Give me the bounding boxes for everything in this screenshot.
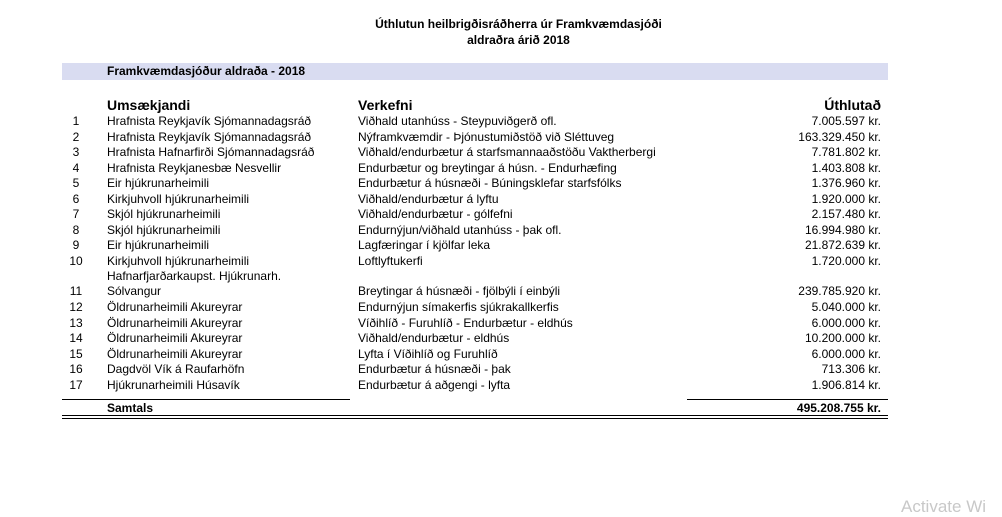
- row-amount: 6.000.000 kr.: [811, 346, 881, 361]
- column-header-amount: Úthlutað: [824, 97, 881, 113]
- row-number: 12: [69, 300, 83, 314]
- table-row: [0, 176, 1002, 192]
- row-applicant: Öldrunarheimili Akureyrar: [107, 300, 243, 314]
- row-project: Endurbætur á húsnæði - þak: [358, 362, 511, 376]
- row-number: 2: [72, 129, 80, 144]
- row-amount: 2.157.480 kr.: [811, 207, 881, 221]
- row-amount: 163.329.450 kr.: [798, 129, 881, 144]
- row-amount: 21.872.639 kr.: [804, 238, 881, 252]
- row-project: Viðhald/endurbætur - gólfefni: [358, 207, 513, 221]
- row-applicant: Dagdvöl Vík á Raufarhöfn: [107, 362, 245, 376]
- row-applicant: Eir hjúkrunarheimili: [107, 176, 210, 190]
- row-number: 8: [72, 222, 80, 237]
- column-header-project: Verkefni: [358, 97, 413, 113]
- row-amount: 713.306 kr.: [821, 362, 881, 376]
- table-row: [0, 238, 1002, 254]
- row-applicant: [107, 269, 281, 299]
- total-row: [0, 400, 1002, 416]
- row-applicant: Eir hjúkrunarheimili: [107, 238, 210, 252]
- row-project: Víðihlíð - Furuhlíð - Endurbætur - eldhús: [358, 315, 573, 330]
- row-project: Endurnýjun símakerfis sjúkrakallkerfis: [358, 300, 559, 314]
- row-number: 11: [69, 284, 83, 298]
- row-number: 7: [72, 207, 80, 221]
- row-applicant: Öldrunarheimili Akureyrar: [107, 346, 243, 361]
- table-row: [0, 378, 1002, 394]
- row-applicant: Hrafnista Reykjavík Sjómannadagsráð: [107, 129, 312, 144]
- row-project: Breytingar á húsnæði - fjölbýli í einbýli: [358, 284, 561, 298]
- row-project: Endurbætur og breytingar á húsn. - Endurhæfing: [358, 160, 617, 175]
- row-project: Loftlyftukerfi: [358, 253, 423, 268]
- row-applicant: Hrafnista Reykjanesbæ Nesvellir: [107, 160, 282, 175]
- table-row: [0, 269, 1002, 300]
- table-row: [0, 362, 1002, 378]
- row-amount: 16.994.980 kr.: [804, 222, 881, 237]
- row-applicant: Kirkjuhvoll hjúkrunarheimili: [107, 253, 250, 268]
- row-applicant: Hjúkrunarheimili Húsavík: [107, 377, 240, 392]
- table-row: [0, 316, 1002, 332]
- row-amount: 7.005.597 kr.: [811, 114, 881, 128]
- row-project: Lagfæringar í kjölfar leka: [358, 238, 491, 252]
- double-rule-middle: [350, 415, 687, 419]
- row-applicant: Öldrunarheimili Akureyrar: [107, 331, 243, 345]
- table-row: [0, 347, 1002, 363]
- row-number: 13: [69, 315, 83, 330]
- double-rule-right: [687, 415, 888, 419]
- total-amount: 495.208.755 kr.: [796, 401, 881, 415]
- row-applicant: Skjól hjúkrunarheimili: [107, 207, 221, 221]
- table-row: [0, 130, 1002, 146]
- row-project: Nýframkvæmdir - Þjónustumiðstöð við Sléttuveg: [358, 129, 615, 144]
- row-number: 15: [69, 346, 83, 361]
- total-label: Samtals: [107, 401, 154, 415]
- row-project: Viðhald utanhúss - Steypuviðgerð ofl.: [358, 114, 557, 128]
- row-number: 6: [72, 191, 80, 206]
- row-project: Viðhald/endurbætur á starfsmannaaðstöðu Vaktherbergi: [358, 145, 656, 159]
- row-project: Endurbætur á aðgengi - lyfta: [358, 377, 511, 392]
- row-applicant: Skjól hjúkrunarheimili: [107, 222, 221, 237]
- row-number: 3: [72, 145, 80, 159]
- row-number: 1: [72, 114, 80, 128]
- row-amount: 1.720.000 kr.: [811, 253, 881, 268]
- row-number: 16: [69, 362, 83, 376]
- document-title-line-2: aldraðra árið 2018: [467, 33, 570, 47]
- table-row: [0, 331, 1002, 347]
- row-amount: 1.920.000 kr.: [811, 191, 881, 206]
- row-number: 4: [72, 160, 80, 175]
- row-applicant: Kirkjuhvoll hjúkrunarheimili: [107, 191, 250, 206]
- table-row: [0, 161, 1002, 177]
- table-row: [0, 223, 1002, 239]
- row-applicant: Öldrunarheimili Akureyrar: [107, 315, 243, 330]
- table-row: [0, 300, 1002, 316]
- table-row: [0, 192, 1002, 208]
- document-title-line-1: Úthlutun heilbrigðisráðherra úr Framkvæmdasjóði: [375, 17, 662, 31]
- row-number: 14: [69, 331, 83, 345]
- table-row: [0, 145, 1002, 161]
- row-project: Viðhald/endurbætur á lyftu: [358, 191, 499, 206]
- row-project: Lyfta í Víðihlíð og Furuhlíð: [358, 346, 498, 361]
- row-applicant: Hrafnista Hafnarfirði Sjómannadagsráð: [107, 145, 315, 159]
- section-label: Framkvæmdasjóður aldraða - 2018: [107, 64, 306, 78]
- row-number: 10: [69, 253, 83, 268]
- row-amount: 239.785.920 kr.: [798, 284, 881, 298]
- table-row: [0, 207, 1002, 223]
- activate-windows-watermark: Activate Wi: [901, 497, 987, 516]
- row-number: 9: [72, 238, 80, 252]
- row-amount: 7.781.802 kr.: [811, 145, 881, 159]
- row-amount: 10.200.000 kr.: [804, 331, 881, 345]
- row-project: Endurnýjun/viðhald utanhúss - þak ofl.: [358, 222, 562, 237]
- table-row: [0, 254, 1002, 270]
- column-header-applicant: Umsækjandi: [107, 97, 191, 113]
- allocation-table-rows: [0, 114, 1002, 393]
- row-number: 17: [69, 377, 83, 392]
- row-project: Viðhald/endurbætur - eldhús: [358, 331, 510, 345]
- row-applicant: Hrafnista Reykjavík Sjómannadagsráð: [107, 114, 312, 128]
- row-amount: 5.040.000 kr.: [811, 300, 881, 314]
- row-number: 5: [72, 176, 80, 190]
- row-applicant-line-2: Sólvangur: [107, 284, 162, 298]
- row-amount: 1.376.960 kr.: [811, 176, 881, 190]
- row-amount: 6.000.000 kr.: [811, 315, 881, 330]
- table-row: [0, 114, 1002, 130]
- row-applicant-line-1: Hafnarfjarðarkaupst. Hjúkrunarh.: [107, 269, 282, 283]
- double-rule-left: [62, 415, 350, 419]
- row-amount: 1.403.808 kr.: [811, 160, 881, 175]
- row-amount: 1.906.814 kr.: [811, 377, 881, 392]
- row-project: Endurbætur á húsnæði - Búningsklefar starfsfólks: [358, 176, 622, 190]
